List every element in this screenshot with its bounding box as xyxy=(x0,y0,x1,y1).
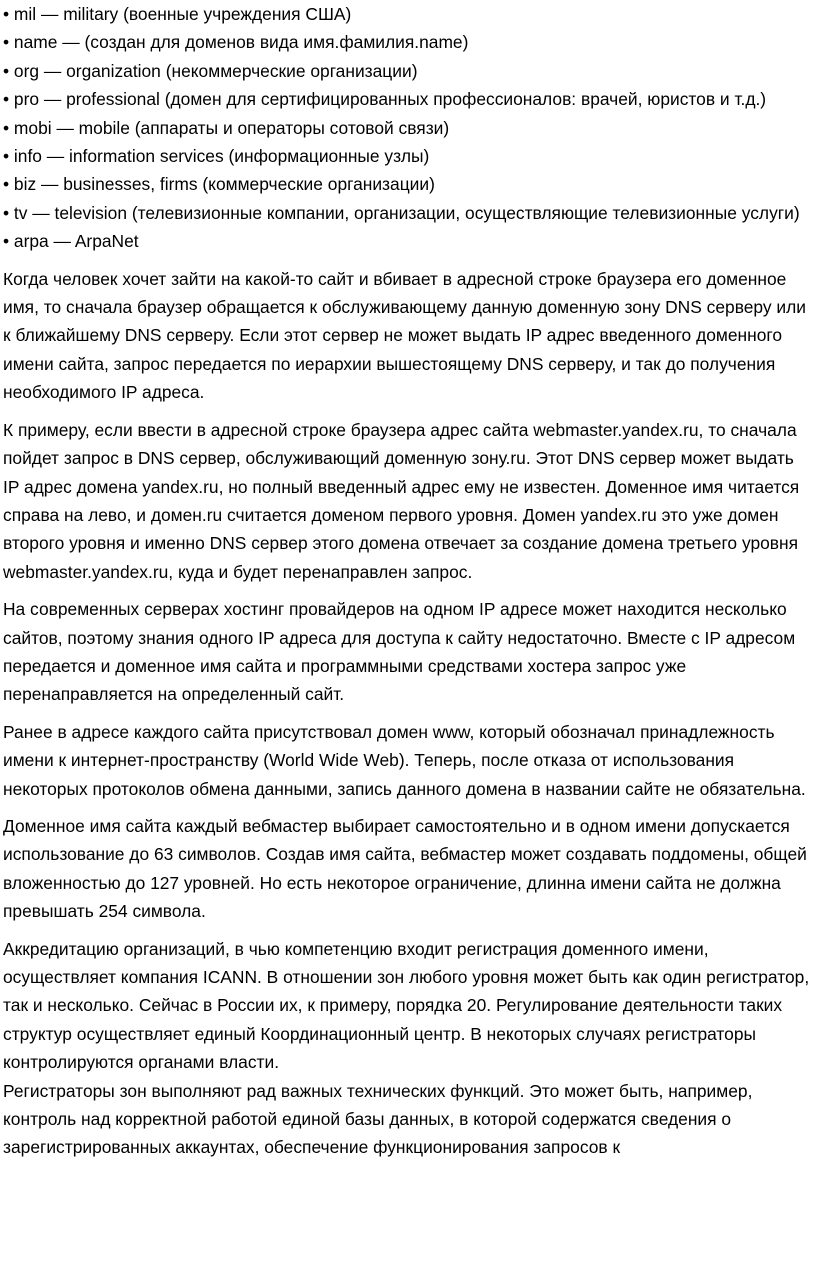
paragraph-registrars: Регистраторы зон выполняют рад важных технических функций. Это может быть, например, контроль над корректной работой единой базы данных, в которой содержатся сведения о зарегистрированных аккаунтах, обеспечение функционирования запросов к xyxy=(3,1080,753,1158)
domain-list xyxy=(3,0,810,256)
paragraph-www: Ранее в адресе каждого сайта присутствовал домен www, который обозначал принадлежность имени к интернет-пространству (World Wide Web). Теперь, после отказа от использования некоторых протоколов обмена данными, запись данного домена в названии сайте не обязательна. xyxy=(3,721,806,799)
list-item-pro: • pro — professional (домен для сертифицированных профессионалов: врачей, юристов и т.д.) xyxy=(3,89,767,110)
list-item-org: • org — organization (некоммерческие организации) xyxy=(3,60,418,81)
paragraph-hosting: На современных серверах хостинг провайдеров на одном IP адресе может находится несколько сайтов, поэтому знания одного IP адреса для доступа к сайту недостаточно. Вместе с IP адресом передается и доменное имя сайта и программными средствами хостера запрос уже перенаправляется на определенный сайт. xyxy=(3,599,796,705)
list-item-arpa: • arpa — ArpaNet xyxy=(3,231,139,252)
paragraph-dns-lookup: Когда человек хочет зайти на какой-то сайт и вбивает в адресной строке браузера его доменное имя, то сначала браузер обращается к обслуживающему данную доменную зону DNS серверу или к ближайшему DNS серверу. Если этот сервер не может выдать IP адрес введенного доменного имени сайта, запрос передается по иерархии вышестоящему DNS серверу, и так до получения необходимого IP адреса. xyxy=(3,268,806,403)
paragraph-example: К примеру, если ввести в адресной строке браузера адрес сайта webmaster.yandex.ru, то сначала пойдет запрос в DNS сервер, обслуживающий доменную зону.ru. Этот DNS сервер может выдать IP адрес домена yandex.ru, но полный введенный адрес ему не известен. Доменное имя читается справа на лево, и домен.ru считается доменом первого уровня. Домен yandex.ru это уже домен второго уровня и именно DNS сервер этого домена отвечает за создание домена третьего уровня webmaster.yandex.ru, куда и будет перенаправлен запрос. xyxy=(3,419,800,582)
paragraph-name-length: Доменное имя сайта каждый вебмастер выбирает самостоятельно и в одном имени допускается использование до 63 символов. Создав имя сайта, вебмастер может создавать поддомены, общей вложенностью до 127 уровней. Но есть некоторое ограничение, длинна имени сайта не должна превышать 254 символа. xyxy=(3,815,807,922)
list-item-tv: • tv — television (телевизионные компании, организации, осуществляющие телевизионные услуги) xyxy=(3,202,800,223)
list-item-info: • info — information services (информационные узлы) xyxy=(3,146,430,167)
paragraph-accreditation: Аккредитацию организаций, в чью компетенцию входит регистрация доменного имени, осуществляет компания ICANN. В отношении зон любого уровня может быть как один регистратор, так и несколько. Сейчас в России их, к примеру, порядка 20. Регулирование деятельности таких структур осуществляет единый Координационный центр. В некоторых случаях регистраторы контролируются органами власти. xyxy=(3,938,810,1073)
list-item-name: • name — (создан для доменов вида имя.фамилия.name) xyxy=(3,32,469,53)
list-item-mobi: • mobi — mobile (аппараты и операторы сотовой связи) xyxy=(3,117,450,138)
list-item-mil: • mil — military (военные учреждения США) xyxy=(3,4,352,24)
list-item-biz: • biz — businesses, firms (коммерческие организации) xyxy=(3,174,435,195)
